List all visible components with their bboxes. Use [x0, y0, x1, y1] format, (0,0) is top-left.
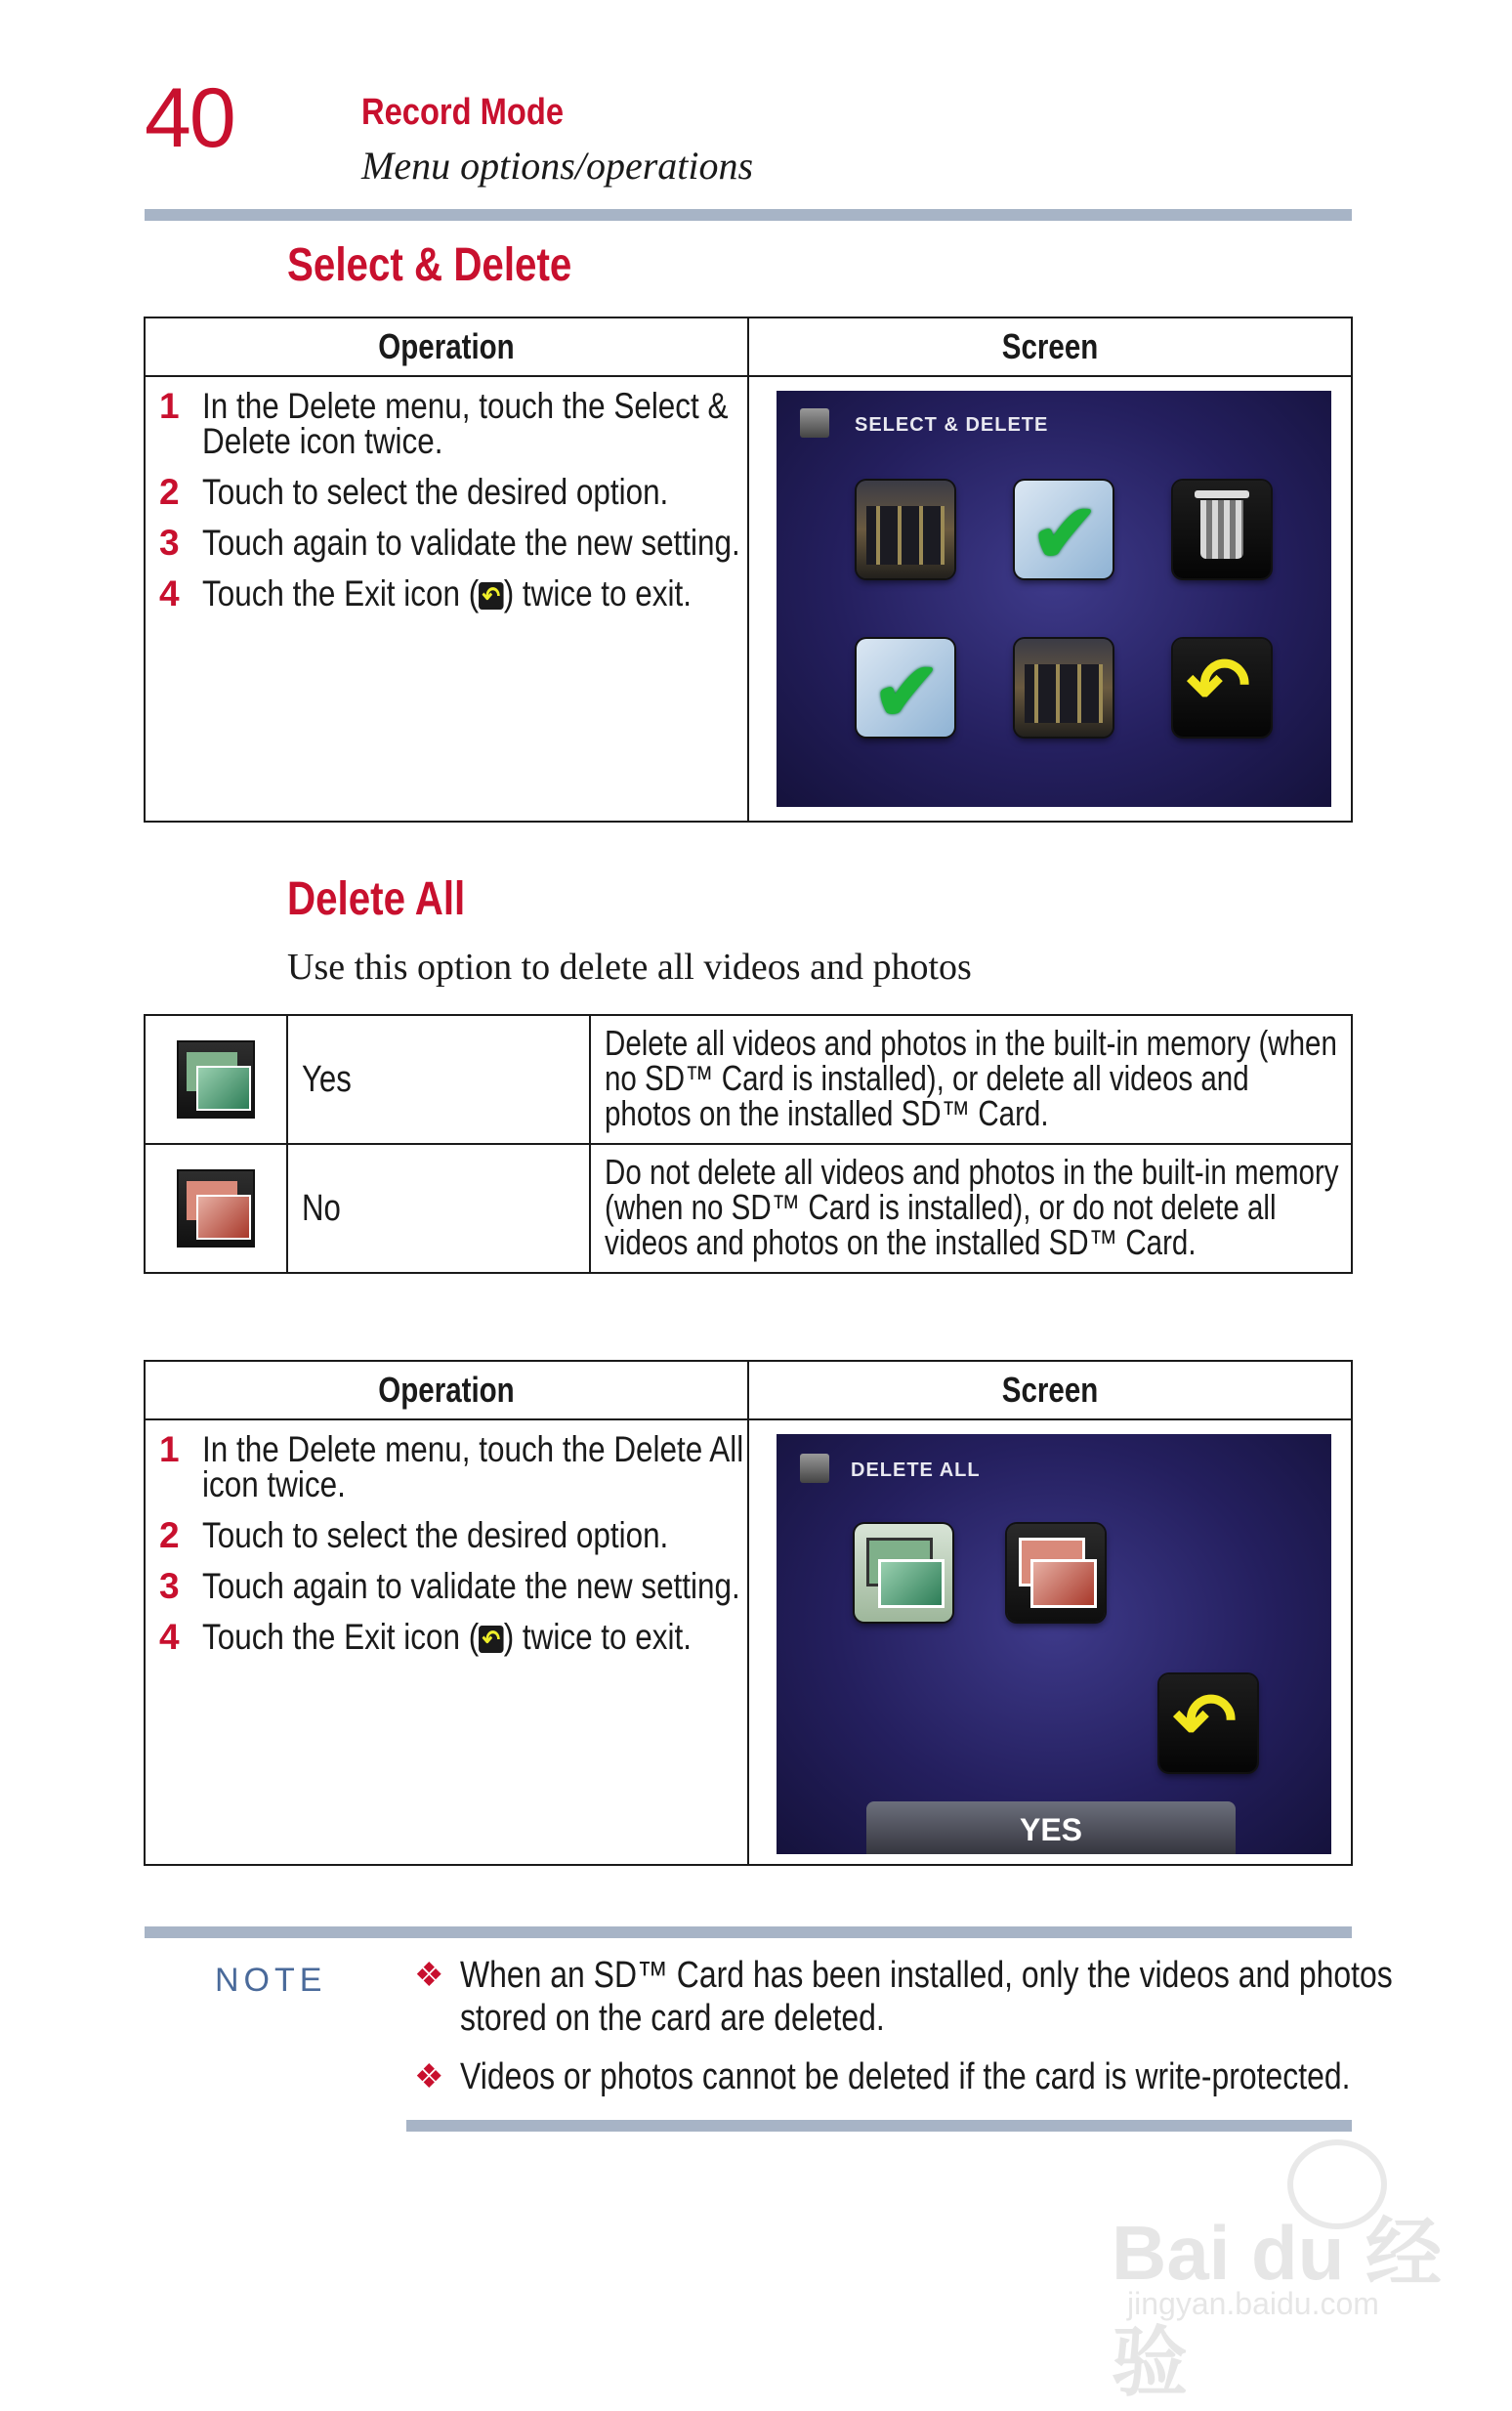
- note-top-rule: [145, 1926, 1352, 1938]
- delete-menu-icon: [800, 1454, 829, 1483]
- delete-all-screen: [777, 1434, 1331, 1854]
- bullet-icon: ❖: [414, 1957, 444, 1994]
- operation-cell: [145, 376, 748, 822]
- select-delete-table: [144, 317, 1353, 823]
- baidu-watermark: Bai du 经验 jingyan.baidu.com: [1092, 2139, 1444, 2335]
- option-icon-cell: [145, 1144, 287, 1273]
- exit-icon: [479, 1626, 504, 1653]
- col-operation-header: Operation: [145, 1361, 748, 1419]
- photo-thumbnail-icon[interactable]: [1015, 639, 1113, 737]
- option-label: No: [287, 1144, 590, 1273]
- delete-all-table: [144, 1360, 1353, 1866]
- step-item: 1 In the Delete menu, touch the Delete All icon twice.: [159, 1429, 744, 1504]
- option-row: [145, 1144, 1352, 1273]
- exit-icon[interactable]: ↶: [1173, 639, 1271, 737]
- option-description: Delete all videos and photos in the built-in memory (when no SD™ Card is installed), or delete all videos and photos on the installed SD™ Card.: [590, 1015, 1352, 1144]
- col-operation-header: Operation: [145, 317, 748, 376]
- step-item: 3 Touch again to validate the new setting.: [159, 523, 740, 563]
- step-item: 1 In the Delete menu, touch the Select & Delete icon twice.: [159, 386, 729, 461]
- delete-all-heading: Delete All: [287, 873, 466, 925]
- col-screen-header: Screen: [748, 1361, 1352, 1419]
- select-checked-icon[interactable]: ✔: [1015, 481, 1113, 578]
- option-icon-cell: [145, 1015, 287, 1144]
- step-item: 4 Touch the Exit icon (↶ ) twice to exit.: [146, 1620, 747, 1655]
- col-screen-header: Screen: [748, 317, 1352, 376]
- delete-menu-icon: [800, 408, 829, 438]
- yes-button[interactable]: YES: [866, 1801, 1236, 1854]
- bullet-icon: ❖: [414, 2058, 444, 2095]
- page-number: 40: [145, 71, 234, 165]
- photo-thumbnail-icon[interactable]: [857, 481, 954, 578]
- step-item: 4 Touch the Exit icon (↶ ) twice to exit.: [146, 576, 747, 612]
- screen-cell: [748, 376, 1352, 822]
- delete-all-yes-icon: [179, 1042, 253, 1117]
- screen-title: DELETE ALL: [851, 1459, 981, 1481]
- select-delete-screen: [777, 391, 1331, 807]
- delete-all-options-table: [144, 1014, 1353, 1274]
- step-item: 3 Touch again to validate the new setting.: [159, 1566, 740, 1606]
- select-delete-heading: Select & Delete: [287, 239, 572, 291]
- exit-icon[interactable]: ↶: [1159, 1674, 1257, 1772]
- step-item: 2 Touch to select the desired option.: [159, 472, 669, 512]
- trash-icon[interactable]: [1173, 481, 1271, 578]
- note-item: ❖ Videos or photos cannot be deleted if the card is write-protected.: [414, 2056, 1351, 2097]
- note-bottom-rule: [406, 2120, 1352, 2132]
- chapter-title: Record Mode: [361, 92, 565, 133]
- note-label: NOTE: [215, 1962, 327, 1999]
- delete-all-intro: Use this option to delete all videos and photos: [287, 947, 972, 988]
- option-row: [145, 1015, 1352, 1144]
- delete-all-no-icon: [179, 1171, 253, 1246]
- step-item: 2 Touch to select the desired option.: [159, 1515, 669, 1555]
- section-title: Menu options/operations: [361, 144, 754, 188]
- screen-cell: [748, 1419, 1352, 1865]
- exit-icon: [479, 582, 504, 610]
- option-description: Do not delete all videos and photos in the built-in memory (when no SD™ Card is installed), or do not delete all videos and photos on the installed SD™ Card.: [590, 1144, 1352, 1273]
- step-list: [146, 1420, 747, 1655]
- note-item: ❖ When an SD™ Card has been installed, only the videos and photos stored on the card are deleted.: [414, 1955, 1393, 2039]
- delete-all-no-icon[interactable]: [1007, 1524, 1105, 1622]
- select-checked-icon[interactable]: ✔: [857, 639, 954, 737]
- option-label: Yes: [287, 1015, 590, 1144]
- header-rule: [145, 209, 1352, 221]
- screen-title: SELECT & DELETE: [855, 414, 1049, 436]
- step-list: [146, 377, 747, 612]
- delete-all-yes-icon[interactable]: [855, 1524, 952, 1622]
- operation-cell: [145, 1419, 748, 1865]
